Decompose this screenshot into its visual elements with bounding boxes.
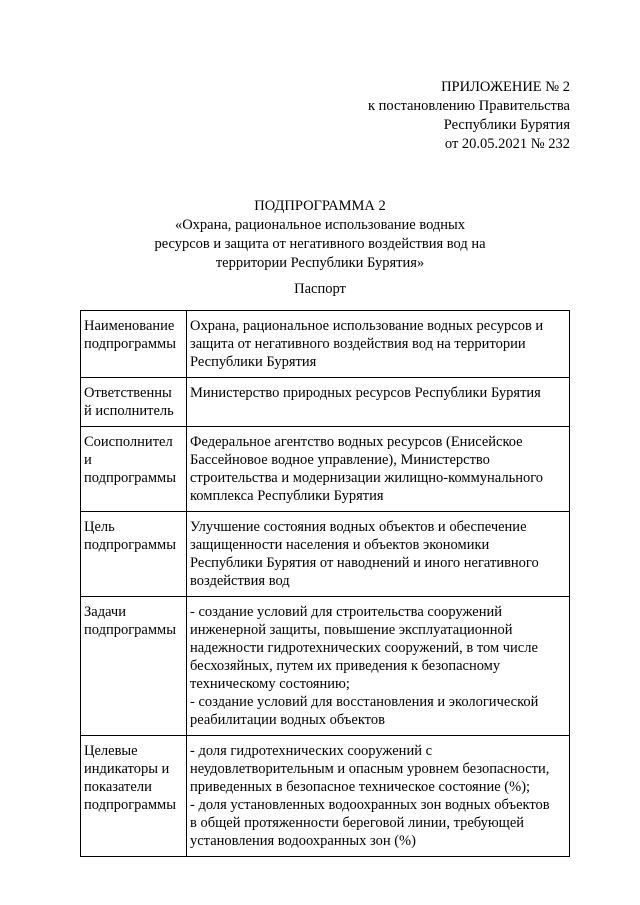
label-line: подпрограммы [84, 797, 176, 813]
value-line: установления водоохранных зон (%) [190, 833, 416, 849]
appendix-line-2: к постановлению Правительства [368, 98, 570, 114]
row-value [187, 597, 570, 736]
label-line: Наименование [84, 318, 175, 334]
appendix-line-3: Республики Бурятия [443, 117, 570, 133]
value-line: техническому состоянию; [190, 676, 350, 692]
row-label [81, 736, 187, 857]
value-line: Федеральное агентство водных ресурсов (Енисейское [190, 434, 523, 450]
row-value [187, 736, 570, 857]
table-row [81, 736, 570, 857]
appendix-line-4: от 20.05.2021 № 232 [444, 136, 570, 152]
value-line: Улучшение состояния водных объектов и обеспечение [190, 519, 527, 535]
row-label [81, 597, 187, 736]
row-label [81, 427, 187, 512]
value-line: защищенности населения и объектов экономики [190, 537, 490, 553]
appendix-line-1: ПРИЛОЖЕНИЕ № 2 [441, 79, 570, 95]
passport-heading: Паспорт [294, 281, 346, 297]
document-title [0, 197, 640, 273]
label-line: Задачи [84, 604, 126, 620]
label-line: й исполнитель [84, 403, 174, 419]
label-line: индикаторы и [84, 761, 170, 777]
table-row [81, 512, 570, 597]
value-line: Республики Бурятия [190, 354, 317, 370]
value-line: Бассейновое водное управление), Министерство [190, 452, 490, 468]
label-line: подпрограммы [84, 537, 176, 553]
value-line: Министерство природных ресурсов Республики Бурятия [190, 385, 541, 401]
value-line: комплекса Республики Бурятия [190, 488, 384, 504]
row-value [187, 311, 570, 378]
label-line: и [84, 452, 92, 468]
value-line: Республики Бурятия от наводнений и иного негативного [190, 555, 539, 571]
value-line: воздействия вод [190, 573, 290, 589]
table-row [81, 378, 570, 427]
label-line: подпрограммы [84, 622, 176, 638]
row-value [187, 378, 570, 427]
value-line: неудовлетворительным и опасным уровнем безопасности, [190, 761, 550, 777]
label-line: Цель [84, 519, 115, 535]
value-line: бесхозяйных, путем их приведения к безопасному [190, 658, 501, 674]
label-line: показатели [84, 779, 152, 795]
subprogram-subtitle-line: территории Республики Бурятия» [215, 255, 425, 271]
value-line: реабилитации водных объектов [190, 712, 385, 728]
label-line: Целевые [84, 743, 138, 759]
value-line: - доля установленных водоохранных зон водных объектов [190, 797, 550, 813]
table-row [81, 597, 570, 736]
value-line: защита от негативного воздействия вод на территории [190, 336, 526, 352]
label-line: Ответственны [84, 385, 172, 401]
row-value [187, 512, 570, 597]
label-line: Соисполнител [84, 434, 173, 450]
value-line: приведенных в безопасное техническое состояние (%); [190, 779, 531, 795]
value-line: в общей протяженности береговой линии, требующей [190, 815, 525, 831]
subprogram-subtitle-line: ресурсов и защита от негативного воздействия вод на [154, 236, 486, 252]
value-line: - доля гидротехнических сооружений с [190, 743, 433, 759]
value-line: инженерной защиты, повышение эксплуатационной [190, 622, 513, 638]
table-row [81, 311, 570, 378]
label-line: подпрограммы [84, 336, 176, 352]
row-label [81, 512, 187, 597]
value-line: Охрана, рациональное использование водных ресурсов и [190, 318, 544, 334]
value-line: - создание условий для строительства сооружений [190, 604, 502, 620]
row-value [187, 427, 570, 512]
subprogram-heading: ПОДПРОГРАММА 2 [254, 198, 386, 214]
subprogram-subtitle-line: «Охрана, рациональное использование водных [174, 217, 466, 233]
appendix-header [368, 78, 570, 154]
value-line: строительства и модернизации жилищно-коммунального [190, 470, 544, 486]
table-row [81, 427, 570, 512]
value-line: - создание условий для восстановления и экологической [190, 694, 539, 710]
row-label [81, 311, 187, 378]
row-label [81, 378, 187, 427]
value-line: надежности гидротехнических сооружений, в том числе [190, 640, 538, 656]
label-line: подпрограммы [84, 470, 176, 486]
passport-table [80, 310, 570, 857]
